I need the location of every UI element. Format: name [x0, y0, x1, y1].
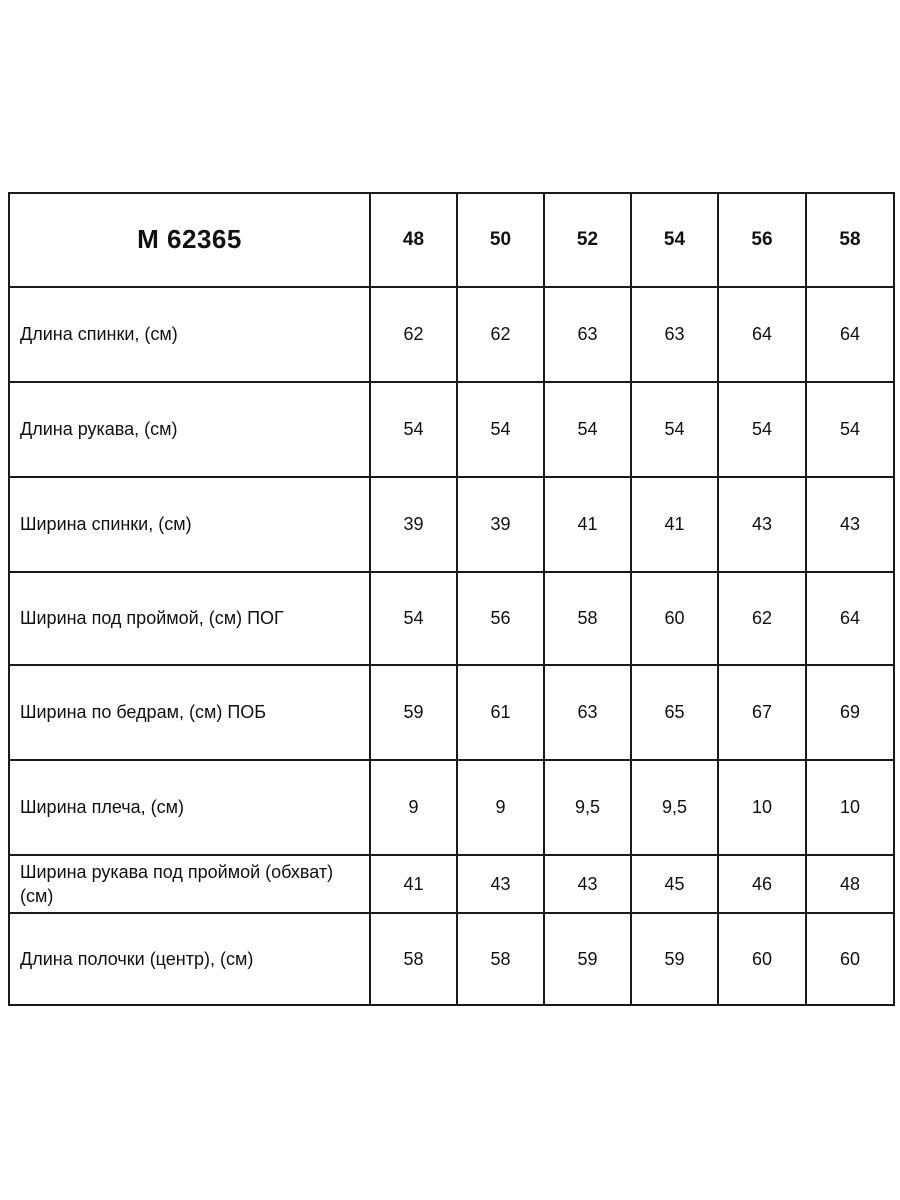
table-cell: 64 [806, 572, 894, 665]
table-row [9, 665, 894, 760]
row-label: Ширина плеча, (см) [9, 760, 370, 855]
table-cell: 46 [718, 855, 806, 913]
table-row [9, 855, 894, 913]
row-label: Длина спинки, (см) [9, 287, 370, 382]
table-cell: 61 [457, 665, 544, 760]
table-cell: 54 [457, 382, 544, 477]
table-cell: 54 [370, 382, 457, 477]
table-row [9, 760, 894, 855]
table-cell: 43 [718, 477, 806, 572]
table-cell: 63 [544, 665, 631, 760]
table-cell: 65 [631, 665, 718, 760]
table-cell: 10 [718, 760, 806, 855]
table-cell: 10 [806, 760, 894, 855]
table-cell: 54 [544, 382, 631, 477]
size-header-52: 52 [544, 193, 631, 287]
table-cell: 9,5 [631, 760, 718, 855]
table-cell: 43 [457, 855, 544, 913]
model-number: M 62365 [9, 193, 370, 287]
row-label: Ширина рукава под проймой (обхват) (см) [9, 855, 370, 913]
table-cell: 59 [631, 913, 718, 1005]
table-cell: 60 [631, 572, 718, 665]
table-cell: 56 [457, 572, 544, 665]
row-label: Ширина под проймой, (см) ПОГ [9, 572, 370, 665]
table-cell: 45 [631, 855, 718, 913]
table-cell: 54 [718, 382, 806, 477]
table-cell: 9,5 [544, 760, 631, 855]
table-cell: 60 [718, 913, 806, 1005]
table-cell: 63 [544, 287, 631, 382]
size-header-58: 58 [806, 193, 894, 287]
header-row [9, 193, 894, 287]
table-cell: 62 [457, 287, 544, 382]
table-cell: 59 [370, 665, 457, 760]
table-row [9, 477, 894, 572]
size-header-48: 48 [370, 193, 457, 287]
table-row [9, 382, 894, 477]
table-cell: 9 [370, 760, 457, 855]
table-cell: 41 [370, 855, 457, 913]
size-chart-table [8, 192, 895, 1006]
table-cell: 48 [806, 855, 894, 913]
size-header-56: 56 [718, 193, 806, 287]
table-cell: 58 [457, 913, 544, 1005]
table-row [9, 913, 894, 1005]
table-cell: 62 [718, 572, 806, 665]
table-cell: 39 [457, 477, 544, 572]
row-label: Ширина спинки, (см) [9, 477, 370, 572]
size-header-54: 54 [631, 193, 718, 287]
table-cell: 41 [544, 477, 631, 572]
table-cell: 63 [631, 287, 718, 382]
table-cell: 69 [806, 665, 894, 760]
table-cell: 58 [370, 913, 457, 1005]
table-cell: 54 [631, 382, 718, 477]
table-cell: 54 [370, 572, 457, 665]
size-header-50: 50 [457, 193, 544, 287]
table-cell: 54 [806, 382, 894, 477]
table-cell: 67 [718, 665, 806, 760]
row-label: Длина рукава, (см) [9, 382, 370, 477]
table-cell: 60 [806, 913, 894, 1005]
table-cell: 59 [544, 913, 631, 1005]
table-cell: 41 [631, 477, 718, 572]
table-cell: 64 [806, 287, 894, 382]
table-cell: 39 [370, 477, 457, 572]
table-cell: 43 [544, 855, 631, 913]
table-cell: 64 [718, 287, 806, 382]
table-cell: 43 [806, 477, 894, 572]
row-label: Длина полочки (центр), (см) [9, 913, 370, 1005]
table-cell: 9 [457, 760, 544, 855]
table-cell: 62 [370, 287, 457, 382]
row-label: Ширина по бедрам, (см) ПОБ [9, 665, 370, 760]
table-row [9, 287, 894, 382]
table-row [9, 572, 894, 665]
table-cell: 58 [544, 572, 631, 665]
